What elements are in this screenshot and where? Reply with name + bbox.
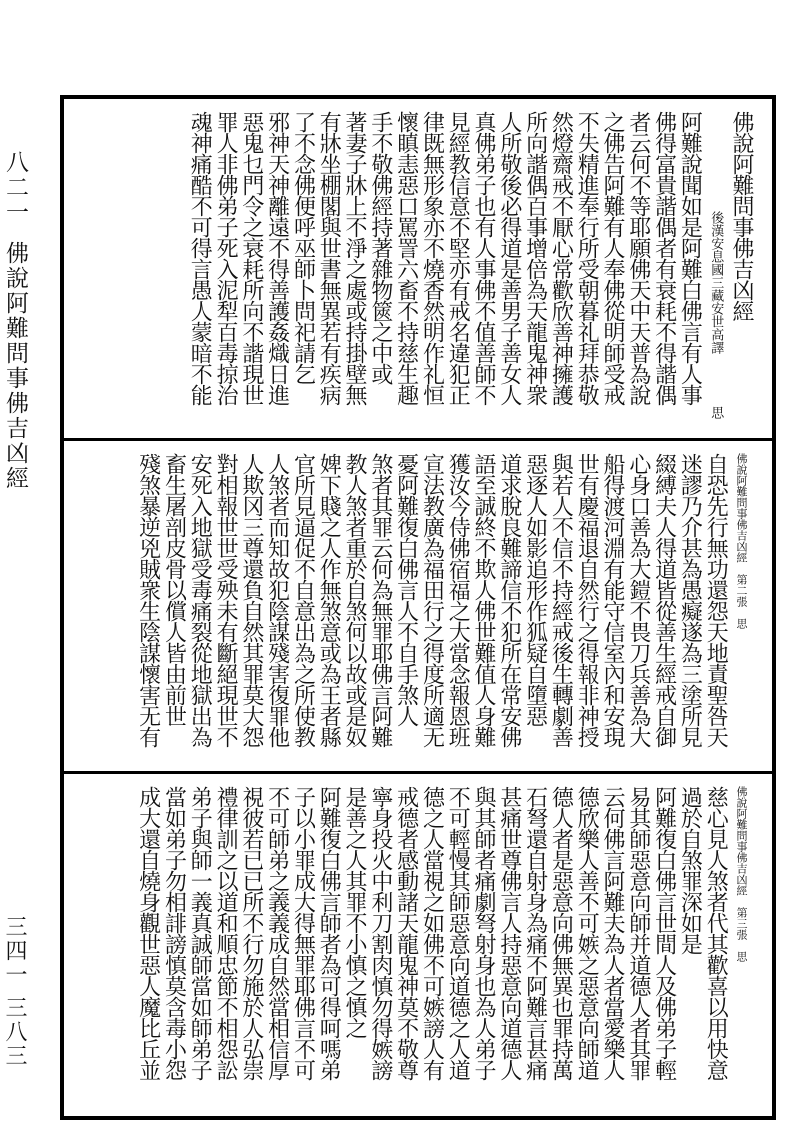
text-column: 所向諧偶百事增倍為天龍鬼神衆 [522,111,548,405]
text-column: 德人者是惡意向佛無異也罪持萬 [548,786,574,1080]
text-column: 道求脫良難諦信不犯所在常安佛 [496,453,522,747]
text-column: 之佛告阿難有人奉佛從明師受戒 [600,111,626,405]
text-column: 了不念佛便呼巫師卜問祀請乞 [290,111,316,384]
text-column: 與其師者痛劇弩射身也為人弟子 [471,786,497,1080]
text-column: 慈心見人煞者代其歡喜以用快意 [703,786,729,1080]
text-columns-middle [82,453,754,761]
header-column: 佛說阿難問事佛吉凶經 第三張 思 [735,786,748,962]
text-column: 戒德者感動諸天龍鬼神莫不敬尊 [393,786,419,1080]
text-column: 是善之人其罪不小慎之慎之 [342,786,368,1038]
text-column: 人煞者而知故犯陰謀殘害復罪他 [264,453,290,747]
text-column: 見經教信意不堅亦有戒名違犯正 [445,111,471,405]
sutra-title-margin: 佛說阿難問事佛吉凶經 [2,241,28,491]
page-frame [60,95,776,1120]
text-column: 然燈齋戒不厭心常歡欣善神擁護 [548,111,574,405]
text-column: 獲汝今侍佛宿福之大當念報恩班 [445,453,471,747]
panel-bottom [64,771,772,1119]
text-column: 律既無形象亦不燒香然明作礼恒 [419,111,445,405]
volume-number: 八二一 [2,150,28,225]
text-column: 石弩還自射身為痛不阿難言甚痛 [522,786,548,1080]
title-column: 佛說阿難問事佛吉凶經 [729,111,754,321]
text-column: 婢下賤之人作無煞意或為王者縣 [316,453,342,747]
text-column: 當如弟子勿相誹謗慎莫含毒小怨 [161,786,187,1080]
text-column: 對相報世世受殃未有斷絕現世不 [213,453,239,747]
text-column: 自恐先行無功還怨天地責聖咎天 [703,453,729,747]
text-column: 過於自煞罪深如是 [677,786,703,954]
text-column: 弟子與師一義真誠師當如師弟子 [187,786,213,1080]
text-column: 阿難復白佛言世間人及佛弟子輕 [651,786,677,1080]
text-columns-bottom [82,786,754,1109]
text-column: 不失精進奉行所受朝暮礼拜恭敬 [574,111,600,405]
text-column: 子以小罪成大得無罪耶佛言不可 [290,786,316,1080]
text-column: 教人煞者重於自煞何以故或是奴 [342,453,368,747]
text-column: 惡逐人如影追形作狐疑自墮惡 [522,453,548,726]
text-column: 德欣樂人善不可嫉之惡意向師道 [574,786,600,1080]
text-column: 阿難復白佛言師者為可得呵嗎弟 [316,786,342,1080]
text-column: 宣法教廣為福田行之得度所適无 [419,453,445,747]
text-column: 懷瞋恚惡口罵詈六畜不持慈生趣 [393,111,419,405]
panel-top [64,99,772,434]
text-column: 惡鬼乜門令之衰耗所向不諧現世 [238,111,264,405]
text-column: 德之人當視之如佛不可嫉謗人有 [419,786,445,1080]
text-column: 真佛弟子也有人事佛不值善師不 [471,111,497,405]
text-column: 手不敬佛經持著雜物篋之中或 [367,111,393,384]
text-column: 人所敬後必得道是善男子善女人 [496,111,522,405]
text-column: 不可師弟之義義成自然當相信厚 [264,786,290,1080]
text-column: 世有慶福退自然行之得報非神授 [574,453,600,747]
text-column: 阿難說聞如是阿難白佛言有人事 [677,111,703,405]
text-column: 畜生屠剖皮骨以償人皆由前世 [161,453,187,726]
text-column: 安死入地獄受毒痛裂從地獄出為 [187,453,213,747]
text-column: 視彼若已已所不行勿施於人弘崇 [238,786,264,1080]
margin-volume-title [0,150,30,491]
text-column: 語至誠終不欺人佛世難值人身難 [471,453,497,747]
text-column: 人欺冈三尊還負自然其罪莫大怨 [238,453,264,747]
panel-middle [64,438,772,771]
text-column: 成大還自燒身觀世惡人魔比丘並 [135,786,161,1080]
text-column: 與若人不信不持經戒後生轉劇善 [548,453,574,747]
text-column: 易其師惡意向師并道德人者其罪 [625,786,651,1080]
text-column: 邪神天神離遠不得善護姦熾日進 [264,111,290,405]
text-column: 有牀坐棚閣與世書無異若有疾病 [316,111,342,405]
text-column: 殘煞暴逆兇賊衆生陰謀懷害无有 [135,453,161,747]
text-columns-top [82,111,754,424]
text-column: 不可輕慢其師惡意向道德之人道 [445,786,471,1080]
text-column: 寧身投火中利刀割肉慎勿得嫉謗 [367,786,393,1080]
text-column: 云何佛言阿難夫為人者當愛樂人 [600,786,626,1080]
text-column: 著妻子牀上不淨之處或持掛壁無 [342,111,368,405]
text-column: 者云何不等耶願佛天中天普為說 [625,111,651,405]
text-column: 禮律訓之以道和順忠節不相怨訟 [213,786,239,1080]
text-column: 佛得富貴諧偶者有衰耗不得諧偶 [651,111,677,405]
text-column: 憂阿難復白佛言人不自手煞人 [393,453,419,726]
text-column: 罪人非佛弟子死入泥犁百毒掠治 [213,111,239,405]
margin-page-number: 三四一 三八三 [2,915,27,1068]
text-column: 煞者其罪云何為無罪耶佛言阿難 [367,453,393,747]
text-column: 綴縛夫人得道皆從善生經戒自御 [651,453,677,747]
text-column: 官所見逼促不自意出為之所使教 [290,453,316,747]
text-column: 魂神痛酷不可得言愚人蒙暗不能 [187,111,213,405]
header-column: 佛說阿難問事佛吉凶經 第二張 思 [735,453,748,629]
byline-column: 後漢安息國三藏安世高譯 思 [708,211,724,419]
text-column: 甚痛世尊佛言人持惡意向道德人 [496,786,522,1080]
text-column: 船得渡河淵有能守信室內和安現 [600,453,626,747]
text-column: 迷謬乃介甚為愚癡遂為三塗所見 [677,453,703,747]
text-column: 心身口善為大鎧不畏刀兵善為大 [625,453,651,747]
